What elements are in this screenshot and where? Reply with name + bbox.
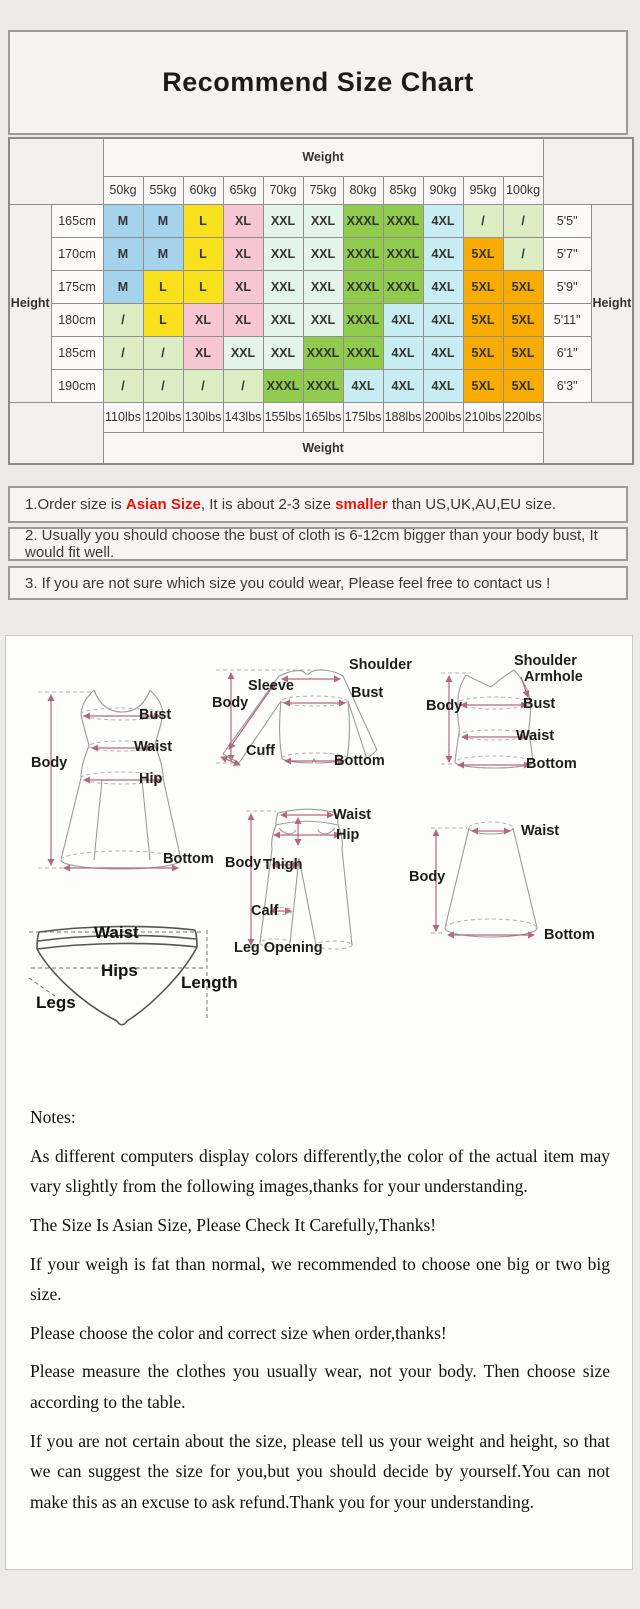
notes-paragraph: If your weigh is fat than normal, we recommended to choose one big or two big size. — [30, 1253, 610, 1305]
height-cm-cell: 190cm — [51, 369, 103, 402]
kg-column-header: 80kg — [343, 176, 383, 204]
lbs-column-header: 143lbs — [223, 402, 263, 432]
briefs-legs-label: Legs — [36, 993, 76, 1012]
vest-armhole-label: Armhole — [524, 669, 583, 685]
size-cell: M — [103, 237, 143, 270]
kg-column-header: 75kg — [303, 176, 343, 204]
size-cell: XXXL — [383, 237, 423, 270]
size-table — [8, 137, 634, 465]
size-cell: XL — [183, 303, 223, 336]
height-cm-cell: 165cm — [51, 204, 103, 237]
size-cell: / — [223, 369, 263, 402]
size-cell: / — [103, 369, 143, 402]
notes-paragraph: The Size Is Asian Size, Please Check It Carefully,Thanks! — [30, 1214, 437, 1235]
pants-hip-label: Hip — [336, 827, 360, 843]
bottom-notes — [6, 1086, 634, 1526]
size-cell: / — [143, 336, 183, 369]
briefs-hips-label: Hips — [101, 961, 138, 980]
size-cell: XXXL — [303, 369, 343, 402]
size-cell: XXXL — [383, 204, 423, 237]
lbs-column-header: 130lbs — [183, 402, 223, 432]
smaller-highlight: smaller — [335, 496, 388, 513]
order-note-1-text: 1.Order size is Asian Size, It is about 2-3 size smaller than US,UK,AU,EU size. — [25, 496, 557, 513]
size-cell: L — [143, 270, 183, 303]
asian-size-highlight: Asian Size — [125, 496, 201, 513]
order-note-1 — [8, 486, 628, 523]
size-cell: 4XL — [383, 336, 423, 369]
size-cell: 4XL — [423, 303, 463, 336]
size-cell: 5XL — [463, 336, 503, 369]
pants-waist-label: Waist — [333, 807, 372, 823]
size-cell: XL — [183, 336, 223, 369]
size-cell: / — [143, 369, 183, 402]
kg-column-header: 90kg — [423, 176, 463, 204]
size-cell: / — [183, 369, 223, 402]
size-cell: XXL — [263, 303, 303, 336]
size-cell: M — [143, 204, 183, 237]
page-title: Recommend Size Chart — [162, 67, 474, 97]
size-cell: 4XL — [423, 336, 463, 369]
size-cell: XXXL — [383, 270, 423, 303]
size-cell: 4XL — [423, 270, 463, 303]
kg-column-header: 50kg — [103, 176, 143, 204]
size-cell: XXXL — [303, 336, 343, 369]
size-cell: XL — [223, 270, 263, 303]
lbs-column-header: 200lbs — [423, 402, 463, 432]
lbs-column-header: 188lbs — [383, 402, 423, 432]
briefs-waist-label: Waist — [94, 923, 139, 942]
corner-bottom-left — [9, 402, 103, 464]
size-cell: / — [503, 237, 543, 270]
size-cell: / — [103, 336, 143, 369]
top-bottom-label: Bottom — [334, 753, 385, 769]
pants-calf-label: Calf — [251, 903, 279, 919]
height-ft-cell: 5'7" — [543, 237, 591, 270]
size-cell: XXXL — [343, 270, 383, 303]
size-cell: XXL — [263, 336, 303, 369]
size-cell: 5XL — [463, 303, 503, 336]
dress-hip-label: Hip — [139, 771, 163, 787]
size-cell: 5XL — [463, 369, 503, 402]
dress-waist-label: Waist — [134, 739, 173, 755]
vest-bust-label: Bust — [523, 696, 556, 712]
size-cell: 4XL — [423, 369, 463, 402]
dress-bust-label: Bust — [139, 707, 172, 723]
kg-column-header: 85kg — [383, 176, 423, 204]
top-bust-label: Bust — [351, 685, 384, 701]
height-cm-cell: 170cm — [51, 237, 103, 270]
pants-diagram — [246, 801, 361, 951]
kg-column-header: 70kg — [263, 176, 303, 204]
vest-shoulder-label: Shoulder — [514, 653, 577, 669]
title-box — [8, 30, 628, 135]
vest-bottom-label: Bottom — [526, 756, 577, 772]
kg-column-header: 100kg — [503, 176, 543, 204]
notes-paragraph: Please choose the color and correct size when order,thanks! — [30, 1322, 447, 1343]
size-cell: 4XL — [423, 204, 463, 237]
lbs-column-header: 175lbs — [343, 402, 383, 432]
lbs-column-header: 155lbs — [263, 402, 303, 432]
skirt-bottom-label: Bottom — [544, 927, 595, 943]
kg-column-header: 95kg — [463, 176, 503, 204]
top-sleeve-label: Sleeve — [248, 678, 294, 694]
pants-thigh-label: Thigh — [263, 857, 303, 873]
garment-diagrams — [6, 636, 634, 1076]
corner-top-left — [9, 138, 103, 204]
vest-body-label: Body — [426, 698, 463, 714]
lbs-column-header: 110lbs — [103, 402, 143, 432]
size-cell: 4XL — [383, 303, 423, 336]
size-cell: XL — [223, 303, 263, 336]
order-note-2-text: 2. Usually you should choose the bust of cloth is 6-12cm bigger than your body bust, It would fit well. — [25, 527, 598, 561]
size-cell: 4XL — [423, 237, 463, 270]
corner-bottom-right — [543, 402, 633, 464]
size-cell: 4XL — [343, 369, 383, 402]
size-cell: XL — [223, 204, 263, 237]
lbs-column-header: 210lbs — [463, 402, 503, 432]
size-cell: / — [463, 204, 503, 237]
kg-column-header: 55kg — [143, 176, 183, 204]
size-cell: XXXL — [343, 204, 383, 237]
top-body-label: Body — [212, 695, 249, 711]
top-shoulder-label: Shoulder — [349, 657, 412, 673]
vest-waist-label: Waist — [516, 728, 555, 744]
height-ft-cell: 5'5" — [543, 204, 591, 237]
top-cuff-label: Cuff — [246, 743, 275, 759]
size-cell: 4XL — [383, 369, 423, 402]
size-cell: XXL — [303, 204, 343, 237]
size-cell: L — [143, 303, 183, 336]
size-cell: L — [183, 204, 223, 237]
height-ft-cell: 5'11" — [543, 303, 591, 336]
size-cell: / — [103, 303, 143, 336]
notes-paragraph: If you are not certain about the size, please tell us your weight and height, so that we can suggest the size for you,but you should decide by yourself.You can not make this as an excuse to ask refund.Thank you for your understanding. — [30, 1430, 610, 1512]
size-cell: XXL — [263, 237, 303, 270]
weight-header-bottom: Weight — [103, 432, 543, 464]
height-cm-cell: 180cm — [51, 303, 103, 336]
size-cell: M — [103, 270, 143, 303]
dress-body-label: Body — [31, 755, 68, 771]
size-cell: XXL — [303, 270, 343, 303]
size-cell: XXXL — [343, 336, 383, 369]
height-ft-cell: 6'3" — [543, 369, 591, 402]
pants-leg-opening-label: Leg Opening — [234, 940, 323, 956]
lbs-column-header: 220lbs — [503, 402, 543, 432]
size-cell: XXL — [303, 303, 343, 336]
corner-top-right — [543, 138, 633, 204]
size-cell: M — [143, 237, 183, 270]
briefs-length-label: Length — [181, 973, 238, 992]
height-cm-cell: 175cm — [51, 270, 103, 303]
size-cell: 5XL — [463, 270, 503, 303]
lbs-column-header: 120lbs — [143, 402, 183, 432]
skirt-waist-label: Waist — [521, 823, 560, 839]
size-cell: XXL — [303, 237, 343, 270]
height-cm-cell: 185cm — [51, 336, 103, 369]
notes-paragraph: As different computers display colors differently,the color of the actual item may vary slightly from the following images,thanks for your understanding. — [30, 1145, 610, 1197]
size-cell: L — [183, 270, 223, 303]
kg-column-header: 60kg — [183, 176, 223, 204]
size-cell: XXL — [263, 270, 303, 303]
size-cell: XXXL — [343, 303, 383, 336]
kg-column-header: 65kg — [223, 176, 263, 204]
height-ft-cell: 6'1" — [543, 336, 591, 369]
size-cell: 5XL — [463, 237, 503, 270]
size-cell: XL — [223, 237, 263, 270]
weight-header-top: Weight — [103, 138, 543, 176]
skirt-body-label: Body — [409, 869, 446, 885]
dress-bottom-label: Bottom — [163, 851, 214, 867]
size-cell: 5XL — [503, 369, 543, 402]
size-cell: 5XL — [503, 270, 543, 303]
order-note-3 — [8, 566, 628, 600]
size-cell: L — [183, 237, 223, 270]
height-label-right: Height — [591, 204, 633, 402]
notes-title: Notes: — [30, 1107, 76, 1127]
height-label-left: Height — [9, 204, 51, 402]
size-cell: XXXL — [343, 237, 383, 270]
measurement-guide-box — [5, 635, 633, 1570]
size-cell: / — [503, 204, 543, 237]
height-ft-cell: 5'9" — [543, 270, 591, 303]
size-cell: 5XL — [503, 336, 543, 369]
pants-body-label: Body — [225, 855, 262, 871]
size-cell: XXL — [263, 204, 303, 237]
lbs-column-header: 165lbs — [303, 402, 343, 432]
size-cell: M — [103, 204, 143, 237]
notes-paragraph: Please measure the clothes you usually wear, not your body. Then choose size according to the table. — [30, 1361, 610, 1412]
size-cell: XXL — [223, 336, 263, 369]
order-note-2 — [8, 527, 628, 561]
size-cell: XXXL — [263, 369, 303, 402]
order-note-3-text: 3. If you are not sure which size you could wear, Please feel free to contact us ! — [25, 574, 551, 592]
size-cell: 5XL — [503, 303, 543, 336]
